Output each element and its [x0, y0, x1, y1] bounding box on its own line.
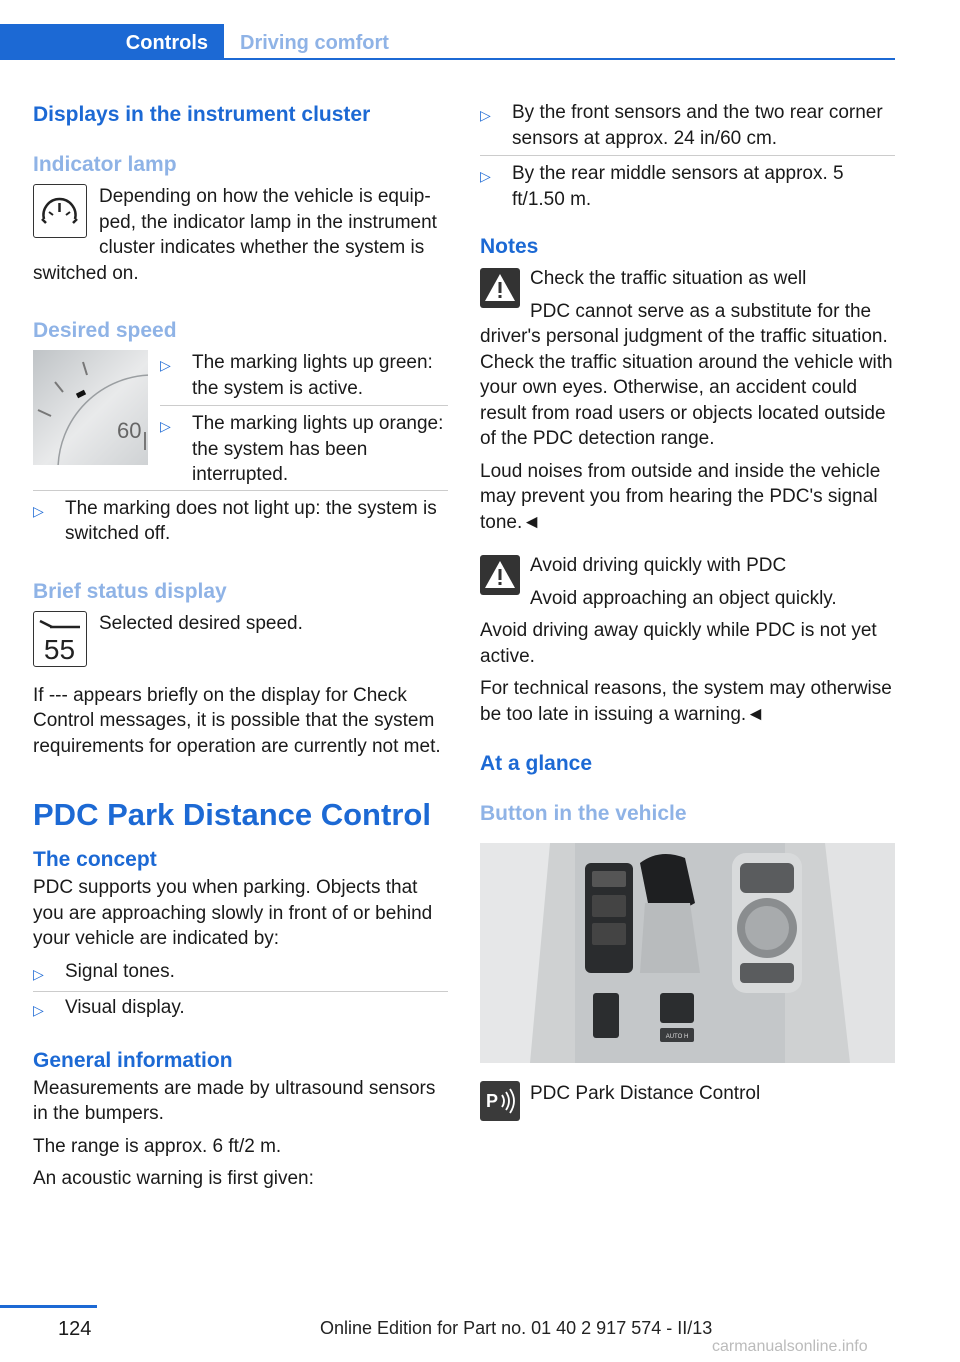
- gauge-number: 60: [117, 418, 142, 443]
- footer-rule: [0, 1305, 97, 1308]
- concept-text: PDC supports you when parking. Objects that you are approaching slowly in front of or behind your vehicle are indicated by:: [33, 877, 433, 949]
- autoh-label: AUTO H: [665, 1034, 689, 1040]
- heading-pdc: PDC Park Distance Control: [33, 797, 431, 832]
- warning-bullet-2: ▷ By the rear middle sensors at approx. 5 ft/1.50 m.: [480, 163, 844, 210]
- heading-at-a-glance: At a glance: [480, 752, 593, 775]
- concept-bullet-2: ▷ Visual display.: [33, 997, 185, 1018]
- heading-desired-speed: Desired speed: [33, 319, 177, 342]
- heading-button-in-vehicle: Button in the vehicle: [480, 802, 687, 825]
- warn1-text: PDC cannot serve as a substitute for the driver's personal judgment of the traffic situation. Check the traffic situation around the vehicle with your own eyes. Otherwise, an accident could result from road users or objects located outside of the PDC detection range.: [480, 300, 893, 449]
- heading-general: General information: [33, 1048, 233, 1072]
- tab-driving-comfort[interactable]: Driving comfort: [240, 32, 389, 54]
- general-p3: An acoustic warning is first given:: [33, 1168, 314, 1189]
- desired-bullet-1: ▷ The marking lights up green: the system is active.: [160, 352, 433, 399]
- warn2-text: Avoid approaching an object quickly.: [530, 587, 837, 609]
- pdc-caption: PDC Park Distance Control: [530, 1083, 761, 1104]
- svg-text:P: P: [486, 1091, 499, 1111]
- left-column: [33, 100, 448, 1192]
- cruise-indicator-icon: [33, 184, 87, 238]
- desired-bullet-2: ▷ The marking lights up orange: the system has been interrupted.: [160, 413, 444, 485]
- watermark: carmanualsonline.info: [712, 1338, 868, 1355]
- indicator-text: Depending on how the vehicle is equipped, the indicator lamp in the instrument cluster indicates whether the system is switched on.: [33, 186, 437, 284]
- page-number: 124: [58, 1318, 92, 1340]
- warn2-title: Avoid driving quickly with PDC: [530, 555, 787, 576]
- brief-icon-number: 55: [43, 633, 76, 665]
- header-tabbar: [0, 24, 895, 60]
- warning-triangle-icon: [480, 268, 520, 308]
- heading-notes: Notes: [480, 235, 539, 258]
- speed-55-icon: [33, 611, 87, 667]
- brief-text: Selected desired speed.: [99, 612, 303, 634]
- desired-bullet-3: ▷ The marking does not light up: the system is switched off.: [33, 497, 437, 544]
- center-console-photo: [480, 843, 895, 1063]
- warn2-text2: Avoid driving away quickly while PDC is not yet active.: [480, 620, 877, 667]
- general-p2: The range is approx. 6 ft/2 m.: [33, 1135, 282, 1157]
- concept-bullet-1: ▷ Signal tones.: [33, 960, 175, 982]
- warning-triangle-icon: [480, 555, 520, 595]
- warn1-text2: Loud noises from outside and inside the vehicle may prevent you from hearing the PDC's signal tone.◄: [480, 460, 881, 533]
- heading-brief-status: Brief status display: [33, 579, 227, 603]
- pdc-button-icon: [480, 1081, 520, 1121]
- brief-paragraph: If --- appears briefly on the display for Check Control messages, it is possible that the system requirements for operation are currently not met.: [33, 684, 441, 757]
- warn1-title: Check the traffic situation as well: [530, 268, 807, 289]
- warn2-text3: For technical reasons, the system may otherwise be too late in issuing a warning.◄: [480, 678, 892, 725]
- header-rule: [224, 58, 895, 60]
- heading-indicator-lamp: Indicator lamp: [33, 153, 177, 176]
- heading-concept: The concept: [33, 848, 157, 871]
- warning-bullet-1: ▷ By the front sensors and the two rear corner sensors at approx. 24 in/60 cm.: [480, 102, 883, 149]
- edition-text: Online Edition for Part no. 01 40 2 917 574 - II/13: [320, 1318, 713, 1338]
- right-column: [480, 100, 895, 1121]
- heading-displays: Displays in the instrument cluster: [33, 103, 371, 126]
- speedometer-image: [33, 350, 148, 465]
- tab-controls[interactable]: Controls: [0, 24, 224, 60]
- general-p1: Measurements are made by ultrasound sensors in the bumpers.: [33, 1077, 436, 1124]
